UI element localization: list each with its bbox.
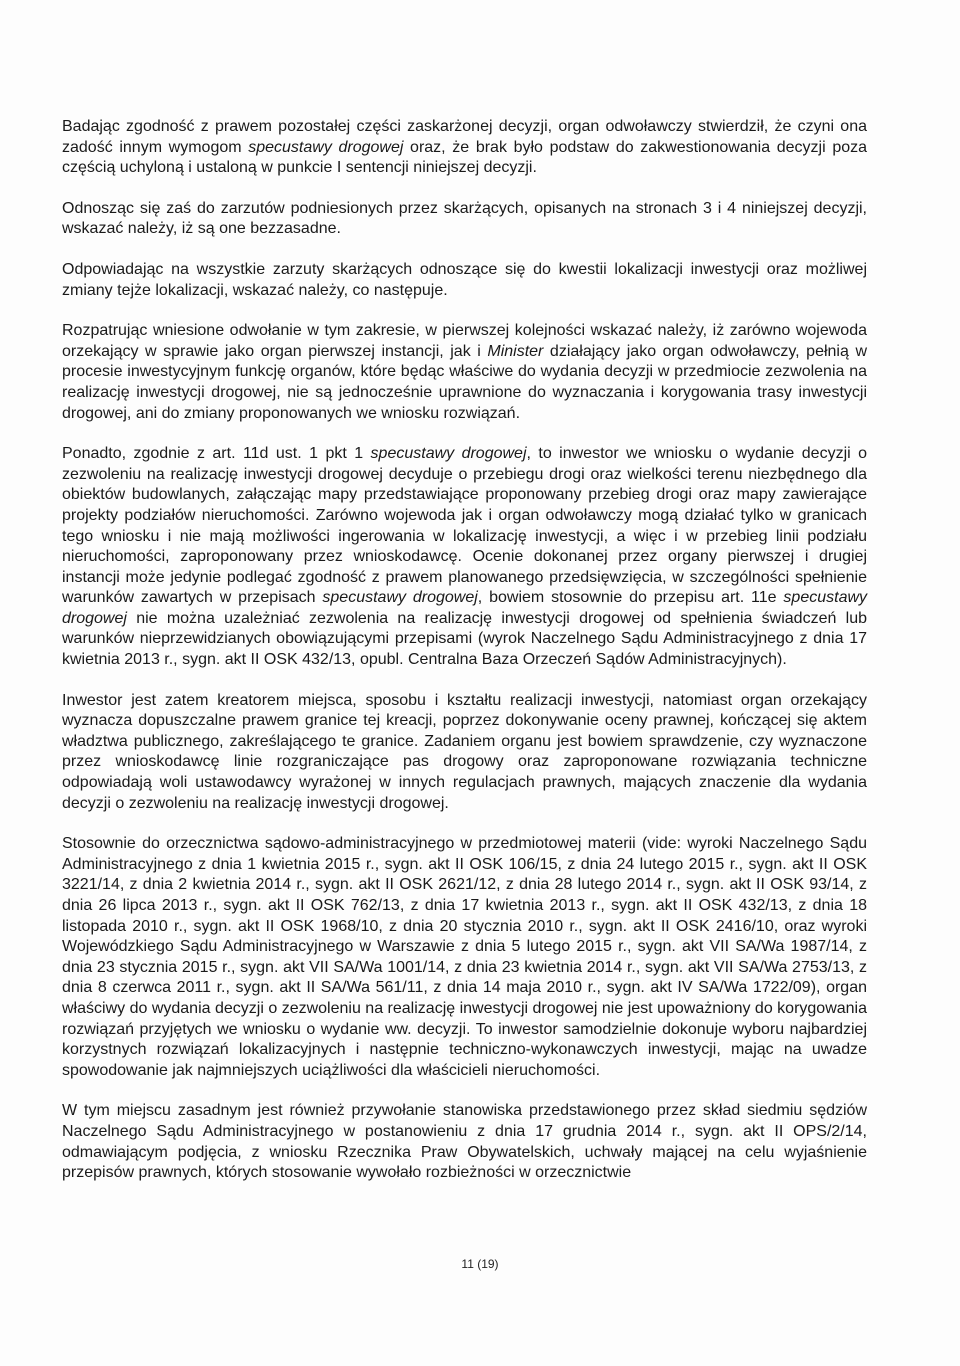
text-run: Rozpatrując wniesione odwołanie w tym zakresie, w pierwszej kolejności wskazać należy, iż zarówno wojewoda orzekający w sprawie jako organ pierwszej instancji, jak i <box>62 322 867 360</box>
paragraph <box>62 834 867 1081</box>
text-run: , to inwestor we wniosku o wydanie decyzji o zezwoleniu na realizację inwestycji drogowej decyduje o przebiegu drogi oraz wielkości terenu niezbędnego dla obiektów budowlanych, załączając mapy przedstawiające proponowany przebieg drogi oraz mapy zawierające projekty podziałów nieruchomości. Zarówno wojewoda jak i organ odwoławczy mogą działać tylko w granicach tego wniosku i nie mają możliwości ingerowania w lokalizację inwestycji, a więc i w przebieg linii podziału nieruchomości, zaproponowany przez wnioskodawcę. Ocenie dokonanej przez organy pierwszej i drugiej instancji może jedynie podlegać zgodność z prawem planowanego przedsięwzięcia, w szczególności spełnienie warunków zawartych w przepisach <box>62 445 868 607</box>
text-run: działający jako organ odwoławczy, pełnią w procesie inwestycyjnym funkcję organów, które będąc właściwe do wydania decyzji w przedmiocie zezwolenia na realizację inwestycji drogowej, nie są jednocześnie uprawnione do wyznaczania i korygowania trasy inwestycji drogowej, ani do zmiany proponowanych we wniosku rozwiązań. <box>62 342 867 422</box>
italic-term: specustawy drogowej <box>248 138 404 156</box>
text-run: , bowiem stosownie do przepisu art. 11e <box>477 589 784 607</box>
text-run: Badając zgodność z prawem pozostałej części zaskarżonej decyzji, organ odwoławczy stwierdził, że czyni ona zadość innym wymogom <box>62 118 867 156</box>
text-run: Odnosząc się zaś do zarzutów podniesionych przez skarżących, opisanych na stronach 3 i 4 niniejszej decyzji, wskazać należy, iż są one bezzasadne. <box>62 199 867 238</box>
paragraph <box>62 1101 867 1183</box>
text-run: Stosownie do orzecznictwa sądowo-administracyjnego w przedmiotowej materii (vide: wyroki Naczelnego Sądu Administracyjnego z dnia 1 kwietnia 2015 r., sygn. akt II OSK 106/15, z dnia 24 lutego 2015 r., sygn. akt II OSK 3221/14, z dnia 2 kwietnia 2014 r., sygn. akt II OSK 2621/12, z dnia 28 lutego 2014 r., sygn. akt II OSK 93/14, z dnia 26 lipca 2013 r., sygn. akt II OSK 762/13, z dnia 17 kwietnia 2013 r., sygn. akt II OSK 432/13, z dnia 18 listopada 2010 r., sygn. akt II OSK 1968/10, z dnia 20 stycznia 2010 r., sygn. akt II OSK 2416/10, oraz wyroki Wojewódzkiego Sądu Administracyjnego w Warszawie z dnia 5 lutego 2015 r., sygn. akt VII SA/Wa 1987/14, z dnia 23 stycznia 2015 r., sygn. akt VII SA/Wa 1001/14, z dnia 23 kwietnia 2014 r., sygn. akt VII SA/Wa 2753/13, z dnia 8 czerwca 2011 r., sygn. akt II SA/Wa 561/11, z dnia 14 maja 2010 r., sygn. akt IV SA/Wa 1722/09), organ właściwy do wydania decyzji o zezwoleniu na realizację inwestycji drogowej nie jest upoważniony do korygowania rozwiązań przyjętych we wniosku o wydanie ww. decyzji. To inwestor samodzielnie dokonuje wyboru najbardziej korzystnych rozwiązań lokalizacyjnych i następnie techniczno-wykonawczych inwestycji, mając na uwadze spowodowanie jak najmniejszych uciążliwości dla właścicieli nieruchomości. <box>62 835 867 1079</box>
paragraph <box>62 117 867 179</box>
text-run: W tym miejscu zasadnym jest również przywołanie stanowiska przedstawionego przez skład siedmiu sędziów Naczelnego Sądu Administracyjnego w postanowieniu z dnia 17 grudnia 2014 r., sygn. akt II OPS/2/14, odmawiającym podjęcia, z wniosku Rzecznika Praw Obywatelskich, uchwały mającej na celu wyjaśnienie przepisów prawnych, których stosowanie wywołało rozbieżności w orzecznictwie <box>62 1102 867 1182</box>
paragraph <box>62 199 867 240</box>
text-run: nie można uzależniać zezwolenia na realizację inwestycji drogowej od spełnienia świadczeń lub warunków nieprzewidzianych obowiązującymi przepisami (wyrok Naczelnego Sądu Administracyjnego z dnia 17 kwietnia 2013 r., sygn. akt II OSK 432/13, opubl. Centralna Baza Orzeczeń Sądów Administracyjnych). <box>62 609 867 669</box>
page-number: 11 (19) <box>461 1257 499 1271</box>
document-body <box>62 117 867 1204</box>
italic-term: specustawy drogowej <box>370 445 527 463</box>
italic-term: specustawy drogowej <box>62 589 868 627</box>
italic-term: Minister <box>487 342 544 360</box>
text-run: oraz, że brak było podstaw do zakwestionowania decyzji poza częścią uchyloną i ustaloną w punkcie I sentencji niniejszej decyzji. <box>62 138 868 177</box>
text-run: Inwestor jest zatem kreatorem miejsca, sposobu i kształtu realizacji inwestycji, natomiast organ orzekający wyznacza dopuszczalne prawem granice tej kreacji, poprzez dokonywanie oceny prawnej, kończącej się aktem władztwa publicznego, zakreślającego te granice. Zadaniem organu jest bowiem sprawdzenie, czy wyznaczone przez wnioskodawcę linie rozgraniczające pas drogowy oraz zaproponowane rozwiązania techniczne odpowiadają woli ustawodawcy wyrażonej w innych regulacjach prawnych, mających znaczenie dla wydania decyzji o zezwoleniu na realizację inwestycji drogowej. <box>62 691 867 812</box>
italic-term: specustawy drogowej <box>322 589 478 607</box>
text-run: Odpowiadając na wszystkie zarzuty skarżących odnoszące się do kwestii lokalizacji inwestycji oraz możliwej zmiany tejże lokalizacji, wskazać należy, co następuje. <box>62 260 867 299</box>
paragraph <box>62 691 867 815</box>
paragraph <box>62 321 867 424</box>
paragraph <box>62 260 867 301</box>
text-run: Ponadto, zgodnie z art. 11d ust. 1 pkt 1 <box>62 445 371 463</box>
paragraph <box>62 444 867 671</box>
